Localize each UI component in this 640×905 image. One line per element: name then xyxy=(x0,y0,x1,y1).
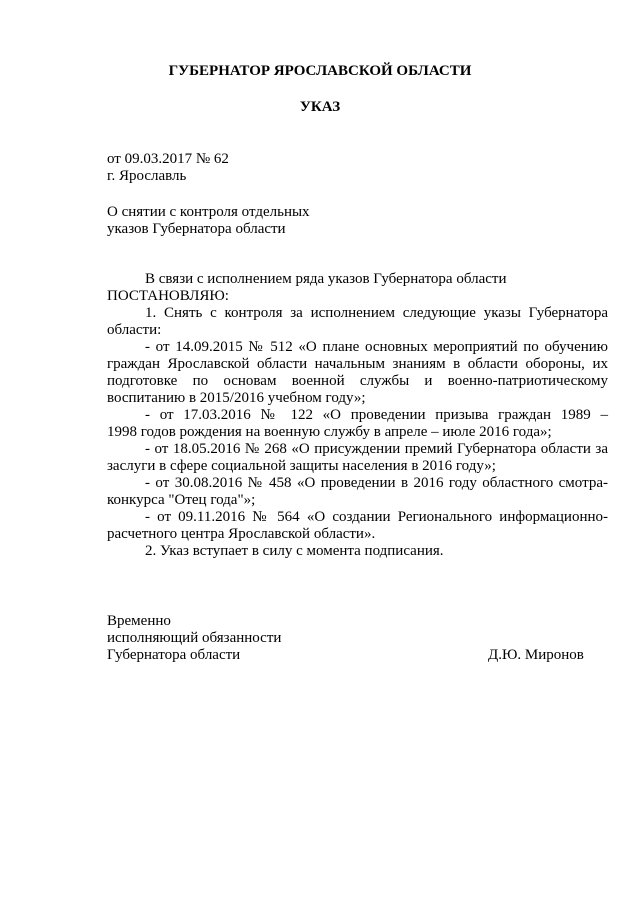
date-number: от 09.03.2017 № 62 xyxy=(107,151,229,167)
signer-position-line-2: исполняющий обязанности xyxy=(107,630,282,646)
decree-458-line-2: конкурса "Отец года"»; xyxy=(107,492,256,508)
decree-268-line-2: заслуги в сфере социальной защиты населения в 2016 году»; xyxy=(107,458,496,474)
decree-564-line-2: расчетного центра Ярославской области». xyxy=(107,526,376,542)
decree-512-line-2: граждан Ярославской области начальным знаниям в области обороны, их xyxy=(107,356,608,372)
decree-268-line-1: - от 18.05.2016 № 268 «О присуждении премий Губернатора области за xyxy=(145,441,608,457)
place: г. Ярославль xyxy=(107,168,187,184)
decree-564-line-1: - от 09.11.2016 № 564 «О создании Регионального информационно- xyxy=(145,509,608,525)
item1-line-2: области: xyxy=(107,322,162,338)
subject-line-1: О снятии с контроля отдельных xyxy=(107,204,310,220)
decree-word: ПОСТАНОВЛЯЮ: xyxy=(107,288,229,304)
authority-title: ГУБЕРНАТОР ЯРОСЛАВСКОЙ ОБЛАСТИ xyxy=(168,63,472,79)
signer-position-line-3: Губернатора области xyxy=(107,647,241,663)
item1-line-1: 1. Снять с контроля за исполнением следующие указы Губернатора xyxy=(145,305,608,321)
decree-512-line-4: воспитанию в 2015/2016 учебном году»; xyxy=(107,390,366,406)
signer-position-line-1: Временно xyxy=(107,613,171,629)
decree-458-line-1: - от 30.08.2016 № 458 «О проведении в 2016 году областного смотра- xyxy=(145,475,608,491)
document-type-title: УКАЗ xyxy=(299,99,341,115)
signer-name: Д.Ю. Миронов xyxy=(488,647,584,663)
decree-122-line-2: 1998 годов рождения на военную службу в апреле – июле 2016 года»; xyxy=(107,424,552,440)
decree-122-line-1: - от 17.03.2016 № 122 «О проведении призыва граждан 1989 – xyxy=(145,407,608,423)
intro-paragraph: В связи с исполнением ряда указов Губернатора области xyxy=(145,271,507,287)
subject-line-2: указов Губернатора области xyxy=(107,221,286,237)
item2-paragraph: 2. Указ вступает в силу с момента подписания. xyxy=(145,543,444,559)
decree-512-line-3: подготовке по основам военной службы и военно-патриотическому xyxy=(107,373,608,389)
decree-512-line-1: - от 14.09.2015 № 512 «О плане основных мероприятий по обучению xyxy=(145,339,608,355)
